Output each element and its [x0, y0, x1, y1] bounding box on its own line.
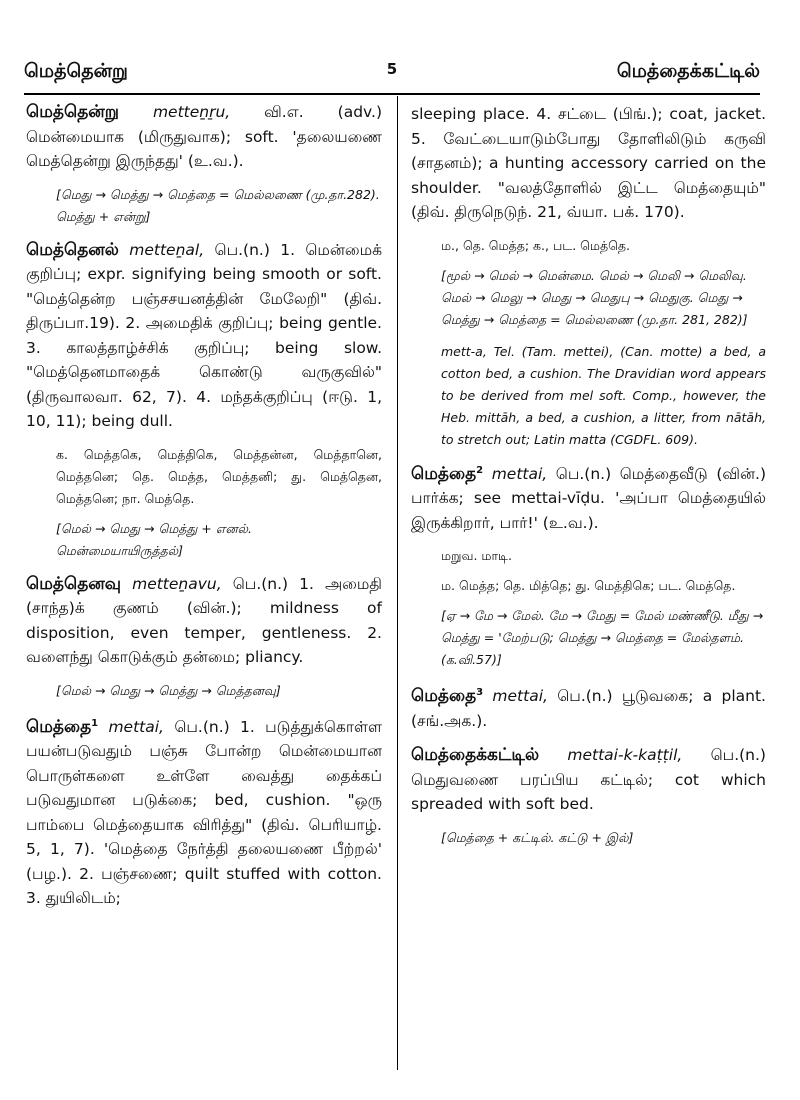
- header-rule: [24, 93, 760, 95]
- entry-mettenavu: [26, 572, 382, 670]
- headword: மெத்தென்று: [26, 102, 119, 122]
- left-column: [26, 100, 382, 921]
- transliteration: metteṉṟu,: [152, 103, 231, 121]
- etymology: [மெல் → மெது → மெத்து → மெத்தனவு]: [56, 682, 281, 698]
- homonym-number: 3: [476, 687, 484, 699]
- definition: பெ.(n.) 1. படுத்துக்கொள்ள பயன்படுவதும் பஞ்சு போன்ற மென்மையான பொருள்களை உள்ளே வைத்து தைக்கப் படுவதுமான படுக்கை; bed, cushion. "ஒரு பாம்பை மெத்தையாக விரித்து" (திவ். பெரியாழ். 5, 1, 7). 'மெத்தை நேர்த்தி தலையணை பீற்றல்' (பழ.). 2. பஞ்சணை; quilt stuffed with cotton. 3. துயிலிடம்;: [26, 717, 382, 908]
- definition: பெ.(n.) 1. அமைதி (சாந்த)க் குணம் (வின்.); mildness of disposition, even temper, gentleness. 2. வளைந்து கொடுக்கும் தன்மை; pliancy.: [26, 574, 383, 666]
- headword: மெத்தை: [411, 463, 477, 484]
- entry-mettai-1: [26, 712, 382, 911]
- definition: வி.எ. (adv.) மென்மையாக (மிருதுவாக); soft. 'தலையணை மெத்தென்று இருந்தது' (உ.வ.).: [26, 103, 382, 170]
- etymology: [மெல் → மெது → மெத்து + எனல். மென்மையாயிருத்தல்]: [56, 520, 252, 558]
- entry-mettai-3: [411, 681, 766, 733]
- headword: மெத்தெனல்: [26, 239, 119, 260]
- transliteration: mettai,: [108, 717, 164, 736]
- homonym-number: 2: [476, 464, 484, 476]
- page-header: [24, 52, 760, 84]
- headword: மெத்தை: [26, 716, 92, 737]
- column-divider: [397, 96, 398, 1070]
- entry-mettai-1-continued: sleeping place. 4. சட்டை (பிங்.); coat, jacket. 5. வேட்டையாடும்போது தோளிலிடும் கருவி (சாதனம்); a hunting accessory carried on the shoulder. "வலத்தோளில் இட்ட மெத்தையும்" (திவ். திருநெடுந். 21, வ்யா. பக். 170).: [411, 105, 766, 221]
- synonym-note: மறுவ. மாடி.: [441, 548, 512, 564]
- transliteration: mettai,: [492, 687, 548, 706]
- header-left-guideword: மெத்தென்று: [24, 60, 128, 82]
- definition: பெ.(n.) மெதுவணை பரப்பிய கட்டில்; cot which spreaded with soft bed.: [411, 746, 766, 814]
- page-number: 5: [386, 60, 398, 78]
- definition: பெ.(n.) மெத்தைவீடு (வின்.) பார்க்க; see mettai-vīḍu. 'அப்பா மெத்தையில் இருக்கிறார், பார்!' (உ.வ.).: [411, 464, 766, 532]
- etymology: [ஏ → மே → மேல். மே → மேது = மேல் மண்ணீடு. மீது → மெத்து = 'மேற்படு; மெத்து → மெத்தை = மேல்தளம். (க.வி.57)]: [441, 608, 764, 668]
- etymology: [மூல் → மெல் → மென்மை. மெல் → மெலி → மெலிவு. மெல் → மெலு → மெது → மெதுபு → மெதுகு. மெது → மெத்து → மெத்தை = மெல்லணை (மு.தா. 281, 282)]: [441, 267, 748, 327]
- transliteration: metteṉal,: [129, 240, 205, 259]
- definition: பெ.(n.) 1. மென்மைக் குறிப்பு; expr. signifying being smooth or soft. "மெத்தென்ற பஞ்சசயனத்தின் மேலேறி" (திவ். திருப்பா.19). 2. அமைதிக் குறிப்பு; being gentle. 3. காலத்தாழ்ச்சிக் குறிப்பு; being slow. "மெத்தெனமாதைக் கொண்டு வருகுவில்" (திருவாலவா. 62, 7). 4. மந்தக்குறிப்பு (ஈடு. 1, 10, 11); being dull.: [26, 240, 382, 430]
- definition: பெ.(n.) பூடுவகை; a plant. (சங்.அக.).: [411, 687, 766, 730]
- header-right-guideword: மெத்தைக்கட்டில்: [616, 60, 760, 82]
- right-column: [411, 100, 766, 859]
- headword: மெத்தைக்கட்டில்: [411, 745, 540, 766]
- entry-mettai-2: [411, 459, 766, 536]
- transliteration: mettai-k-kaṭṭil,: [567, 746, 683, 765]
- entry-mettai-k-kattil: [411, 743, 766, 817]
- etymology: [மெத்தை + கட்டில். கட்டு + இல்]: [441, 829, 634, 845]
- etymology: [மெது → மெத்து → மெத்தை = மெல்லணை (மு.தா.282). மெத்து + என்று]: [56, 186, 380, 224]
- headword: மெத்தை: [411, 686, 477, 707]
- homonym-number: 1: [91, 717, 99, 729]
- transliteration: metteṉavu,: [132, 574, 222, 593]
- cognates: ம. மெத்த; தெ. மித்தெ; து. மெத்திகெ; பட. மெத்தெ.: [441, 578, 736, 594]
- cognates: ம., தெ. மெத்த; க., பட. மெத்தெ.: [441, 237, 630, 253]
- entry-mettenal: [26, 238, 382, 434]
- cognates: க. மெத்தகெ, மெத்திகெ, மெத்தன்ன, மெத்தானெ, மெத்தனெ; தெ. மெத்த, மெத்தனி; து. மெத்தென, மெத்தனெ; நா. மெத்தெ.: [56, 446, 382, 506]
- transliteration: mettai,: [491, 464, 548, 483]
- entry-mettenru: [26, 100, 382, 174]
- headword: மெத்தெனவு: [26, 573, 122, 594]
- english-etymology-note: mett-a, Tel. (Tam. mettei), (Can. motte) a bed, a cotton bed, a cushion. The Dravidian word appears to be derived from mel soft. Comp., however, the Heb. mittāh, a bed, a cushion, a litter, from nātāh, to stretch out; Latin matta (CGDFL. 609).: [441, 343, 766, 447]
